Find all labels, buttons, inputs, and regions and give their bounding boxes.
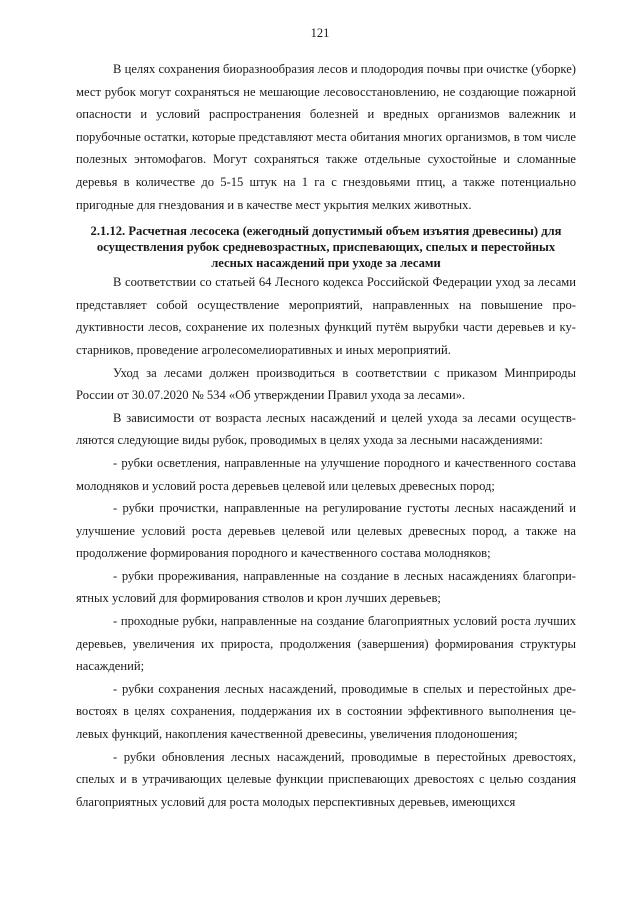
paragraph-biodiversity: В целях сохранения биоразнообразия лесов и плодородия почвы при очистке (уборке) мест рубок могут сохраняться не мешающие лесовосстановлению, не создающие пожарной опасности и условий распространения болезней и вредных организмов валежник и порубочные остатки, которые представляют места обитания многих организмов, в том числе полезных энтомофагов. Могут сохраняться также отдельные сухостойные и сломанные деревья в количестве до 5-15 штук на 1 га с гнездовьями птиц, а также потенциально пригодные для гнездования и в качестве мест укрытия мелких животных. xyxy=(76,62,576,212)
list-item-passage-cutting: - проходные рубки, направленные на создание благоприятных условий роста лучших деревьев, увеличения их прироста, продолжения (завершения) формирования структуры насаждений; xyxy=(76,614,576,674)
section-heading: 2.1.12. Расчетная лесосека (ежегодный допустимый объем изъятия древесины) для осуществления рубок средневозрастных, приспевающих, спелых и перестойных лесных насаждений при уходе за лесами xyxy=(90,224,562,271)
paragraph-forest-code: В соответствии со статьей 64 Лесного кодекса Российской Федерации уход за лесами представляет собой осуществление мероприятий, направленных на повышение продуктивности лесов, сохранение их полезных функций путём вырубки части деревьев и кустарников, проведение агролесомелиоративных и иных мероприятий. xyxy=(76,275,576,357)
list-item-clarification-cutting: - рубки осветления, направленные на улучшение породного и качественного состава молодняков и условий роста деревьев целевой или целевых древесных пород; xyxy=(76,455,576,493)
paragraph-order-534: Уход за лесами должен производиться в соответствии с приказом Минприроды России от 30.07.2020 № 534 «Об утверждении Правил ухода за лесами». xyxy=(76,365,576,403)
paragraph-cutting-types-intro: В зависимости от возраста лесных насаждений и целей ухода за лесами осуществляются следующие виды рубок, проводимых в целях ухода за лесными насаждениями: xyxy=(76,410,576,448)
list-item-thinning-cutting: - рубки прореживания, направленные на создание в лесных насаждениях благоприятных условий для формирования стволов и крон лучших деревьев; xyxy=(76,568,576,606)
page-number: 121 xyxy=(310,26,330,40)
list-item-cleaning-cutting: - рубки прочистки, направленные на регулирование густоты лесных насаждений и улучшение условий роста деревьев целевой или целевых древесных пород, а также на продолжение формирования породного и качественного состава молодняков; xyxy=(76,501,576,561)
list-item-preservation-cutting: - рубки сохранения лесных насаждений, проводимые в спелых и перестойных древостоях в целях сохранения, поддержания их в состоянии эффективного выполнения целевых функций, накопления качественной древесины, увеличения плодоношения; xyxy=(76,681,576,742)
list-item-renewal-cutting: - рубки обновления лесных насаждений, проводимые в перестойных древостоях, спелых и в утрачивающих целевые функции приспевающих древостоях с целью создания благоприятных условий для роста молодых перспективных деревьев, имеющихся xyxy=(76,749,576,809)
page-content xyxy=(76,58,576,813)
